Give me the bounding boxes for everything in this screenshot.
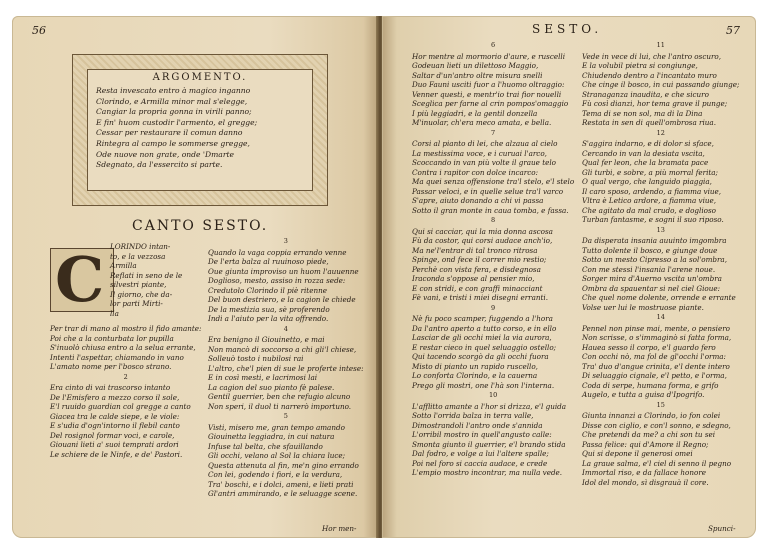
verse-line: Era cinto di vai trascorso intanto xyxy=(50,383,171,392)
verse-line: L'afflitto amante a l'hor si drizza, e'l guida xyxy=(412,401,567,411)
verse-line: Con me stessi l'insania l'arene noue. xyxy=(582,264,716,274)
verse-line: Del buon destriero, e la cagion le chiede xyxy=(208,295,356,304)
verse-line: Solleuò tosto i nubilosi rai xyxy=(208,354,304,363)
argument-line: Cessar per restaurare il comun danno xyxy=(96,128,243,138)
stanza-number: 8 xyxy=(491,216,496,224)
argument-line: Rintegra al campo le sommerse gregge, xyxy=(96,138,250,148)
catchword: Hor men- xyxy=(322,524,357,533)
verse-line: Passar veloci, e in quelle selue tra'l varco xyxy=(412,186,564,196)
verse-line: Idol del mondo, sì disgrauà il core. xyxy=(582,477,709,487)
verse-line: Qual fer leon, che la bramata pace xyxy=(582,158,709,167)
verse-line: Gli turbi, e sobre, a più morral ferita; xyxy=(582,167,718,177)
verse-line: S'aggira indarno, e di dolor si sface, xyxy=(582,139,714,148)
verse-line: Quando la vaga coppia errando venne xyxy=(208,247,347,257)
stanza-number: 10 xyxy=(488,391,498,399)
verse-line: lor parti Mirti- xyxy=(110,299,163,308)
verse-line: S'apre, aiuto donando a chi vi passa xyxy=(412,196,544,205)
verse-line: Prego gli mostri, one l'hà son l'interna. xyxy=(412,380,555,390)
verse-line: Volse uer lui le mostruose piante. xyxy=(582,302,704,312)
verse-line: Il caro sposo, ardendo, a fiamma viue, xyxy=(582,186,722,196)
verse-line: Ma ne'l'entrar di tal tronco ritrosa xyxy=(412,245,538,255)
verse-line: L'empio mostro incontrar, ma nulla vede. xyxy=(412,468,563,477)
verse-line: E con stridi, e con graffi minacciant xyxy=(412,283,543,293)
verse-line: Reflati in seno de le xyxy=(110,270,183,280)
argument-line: Ode nuove non grate, onde 'Dmarte xyxy=(96,149,235,159)
verse-line: De la mestizia sua, sè proferendo xyxy=(208,304,330,314)
verse-line: La mestissima voce, e i curuai l'arco, xyxy=(412,148,547,158)
stanzas-right-column xyxy=(208,236,364,499)
running-head: SESTO. xyxy=(532,22,603,36)
verse-line: Che quel nome dolente, orrende e errante xyxy=(582,293,736,302)
verse-line: Qui si depone il generosi omei xyxy=(582,449,693,458)
verse-line: Dal fodro, e volge a lui l'altere spalle; xyxy=(412,449,549,458)
verse-line: De l'erta balza al ruuinoso piede, xyxy=(208,257,329,266)
verse-line: Restata in sen di quell'ombrosa riua. xyxy=(582,118,716,127)
verse-line: Godeuan lieti un dilettoso Maggio, xyxy=(412,61,539,70)
stanza-number: 12 xyxy=(656,128,665,137)
verse-line: Non mancò di soccorso a chi gli'l chiese, xyxy=(208,344,357,354)
verse-line: Hor mentre al mormorio d'aure, e ruscelli xyxy=(412,51,566,61)
stanza-number: 9 xyxy=(491,303,496,312)
verse-line: Ma quei senza offensione tra'l stelo, e'l stelo xyxy=(412,177,575,186)
verse-line: E in così mesti, e lacrimosi lai xyxy=(208,373,318,382)
verse-line: Gli occhi, velano al Sol la chiara luce; xyxy=(208,451,346,460)
verse-line: Era benigno il Giouinetto, e mai xyxy=(208,335,325,344)
verse-line: Spinge, ond fece il correr mio restio; xyxy=(412,255,547,264)
right-page-left-column xyxy=(412,40,574,478)
verse-line: Lo conforta Clorindo, e la cauerna xyxy=(412,371,538,380)
verse-line: Sceglica per farne al crin pompos'omaggio xyxy=(412,99,569,108)
verse-line: Di seluaggio cignale, e'l petto, e l'orma, xyxy=(582,371,727,380)
verse-line: Non speri, il duol ti narrerò importuno. xyxy=(208,401,352,411)
verse-line: Stranaganza inaudita, e che sicuro xyxy=(582,89,709,99)
verse-line: Qui tacendo scorgò da gli occhi fuora xyxy=(412,352,549,361)
left-page xyxy=(12,16,378,538)
verse-line: De l'Emisfero a mezzo corso il sole, xyxy=(50,392,180,402)
verse-line: Giunta innanzi a Clorindo, io fon colei xyxy=(582,411,721,420)
verse-line: Fù così dianzi, hor tema grave il punge; xyxy=(582,99,728,108)
verse-line: E la volubil pietra si congiunge, xyxy=(582,61,698,70)
verse-line: Disse con ciglio, e con'l sonno, e sdegno, xyxy=(582,420,731,430)
verse-line: Gentil guerrier, ben che refugio alcuno xyxy=(208,392,351,401)
argument-line: Sdegnato, da l'essercito si parte. xyxy=(96,160,223,170)
argument-title: ARGOMENTO. xyxy=(152,72,248,83)
verse-line: Non scrisse, o s'immaginò si fatta forma, xyxy=(582,333,732,342)
verse-line: Gl'antri ammirando, e le seluagge scene. xyxy=(208,489,358,498)
verse-line: Le schiere de le Ninfe, e de' Pastori. xyxy=(50,449,183,459)
verse-line: Questa attenuta al fin, me'n gino errando xyxy=(208,460,359,470)
verse-line: Pennel non pinse mai, mente, o pensiero xyxy=(582,323,730,333)
argument-line: Clorindo, e Armilla minor mal s'elegge, xyxy=(96,96,248,106)
canto-title: CANTO SESTO. xyxy=(132,218,269,234)
verse-line: Credutolo Clorindo il piè ritenne xyxy=(208,285,327,295)
verse-line: lla xyxy=(110,308,119,318)
verse-line: Sotto un mesto Cipresso a la sol'ombra, xyxy=(582,255,727,264)
verse-line: Qui si cacciar, qui la mia donna ascosa xyxy=(412,226,553,236)
verse-line: Con lei, godendo i fiori, e la verdura, xyxy=(208,470,343,479)
argument-line: Cangiar la propria gonna in virili panno; xyxy=(96,107,252,117)
stanza-number: 4 xyxy=(283,324,288,333)
verse-line: Intenti l'aspettar, chiamando in vano xyxy=(50,352,184,362)
verse-line: E'l ruuido guardian col gregge a canto xyxy=(50,402,191,411)
verse-line: Lasciar de gli occhi miei la via aurora, xyxy=(412,333,552,342)
verse-line: Doglioso, mesto, assiso in rozza sede: xyxy=(208,276,346,285)
verse-line: M'inuolar, ch'era meco amata, e bella. xyxy=(412,118,552,127)
verse-line: Vede in vece di lui, che l'antro oscuro, xyxy=(582,51,722,61)
verse-line: Sotto l'orrida balza in terra valle, xyxy=(412,411,534,420)
verse-line: Che cinge il bosco, in cui passando giunge; xyxy=(582,80,740,89)
right-page-right-column xyxy=(582,40,739,487)
verse-line: Misto di pianto un rapido ruscello, xyxy=(412,361,538,371)
verse-line: Poi nel foro si caccia audace, e crede xyxy=(412,458,548,468)
verse-line: Da l'antro aperto a tutto corso, e in ello xyxy=(412,323,557,333)
verse-line: La cagion del suo pianto fè palese. xyxy=(208,382,335,392)
verse-line: Hauea sesso il corpo, e'l guardo fero xyxy=(582,342,716,352)
verse-line: E restar cieco in quel seluaggio ostello; xyxy=(412,342,557,352)
stanza-1-rest xyxy=(50,324,201,459)
verse-line: Duo Fauni usciti fuor a l'huomo oltraggio: xyxy=(412,80,565,89)
verse-line: Con occhi nò, ma fol de gl'occhi l'orma: xyxy=(582,352,726,361)
stanza-number: 6 xyxy=(491,41,496,49)
verse-line: Giouinetta leggiadra, in cui natura xyxy=(208,432,335,441)
verse-line: Passa felice: qui d'Amore il Regno; xyxy=(582,439,709,449)
verse-line: Cercando in van la desiata vscita, xyxy=(582,148,705,158)
verse-line: Per trar di mano al mostro il fido amante: xyxy=(50,324,202,333)
verse-line: Corsi al pianto di lei, che alzaua al cielo xyxy=(412,139,558,148)
stanza-number: 15 xyxy=(656,400,665,409)
verse-line: S'inuolò chiusa entro a la selua errante, xyxy=(50,343,196,352)
verse-line: Chiudendo dentro a l'incantato muro xyxy=(582,70,717,80)
stanza-number: 13 xyxy=(656,225,665,234)
argument-panel xyxy=(87,69,313,191)
verse-line: Vltra è Letico ardore, a fiamma viue, xyxy=(582,196,717,205)
verse-line: Scoccando in van più volte il graue telo xyxy=(412,158,556,167)
verse-line: Ombra da spauentar si nel ciel Gioue: xyxy=(582,283,721,293)
argument-line: E fin' huom custodir l'armento, el gregge; xyxy=(96,117,258,127)
verse-line: Nè fu poco scamper, fuggendo a l'hora xyxy=(412,314,553,323)
verse-line: Tra' boschi, e i dolci, ameni, e lieti prati xyxy=(208,479,354,489)
verse-line: Fù da costor, qui corsi audace anch'io, xyxy=(412,236,553,245)
verse-line: Venner questi, e mentr'io trai fior nouelli xyxy=(412,89,562,99)
verse-line: Iraconda s'oppose al pensier mio, xyxy=(412,274,535,283)
argument-verses xyxy=(96,86,257,171)
verse-line: Contra i rapitor con dolce incarco: xyxy=(412,167,538,177)
verse-line: Fè vani, e tristi i miei disegni erranti. xyxy=(412,293,548,302)
verse-line: Saltar d'un'antro oltre misura snelli xyxy=(412,70,543,80)
stanza-number: 2 xyxy=(123,372,128,381)
verse-line: Tutto dolente il bosco, e giunge doue xyxy=(582,245,718,255)
argument-ornamental-box xyxy=(72,54,328,206)
verse-line: Augelo, e tutta a guisa d'Ipogrifo. xyxy=(582,390,705,399)
verse-line: Del rosignol formar voci, e carole, xyxy=(50,430,175,440)
verse-line: L'altro, che'l pien di sue le proferte intese: xyxy=(208,363,364,373)
verse-line: Armilla xyxy=(110,261,137,270)
verse-line: Il giorno, che da- xyxy=(110,289,173,299)
open-book xyxy=(4,6,764,546)
verse-line: Oue giunta improviso un huom l'auuenne xyxy=(208,266,359,276)
verse-line: Infuse tal belta, che sfauillando xyxy=(208,441,323,451)
argument-line: Resta invescato entro à magico inganno xyxy=(96,86,251,95)
verse-line: to, e la vezzosa xyxy=(110,251,166,261)
verse-line: Giouani lieti a' suoi temprati ardori xyxy=(50,440,179,449)
verse-line: Poi che a la conturbata lor pupilla xyxy=(50,333,174,343)
verse-line: Tra' duo d'angue crinita, e'l dente intero xyxy=(582,361,730,371)
verse-line: L'orribil mostro in quell'angusto calle: xyxy=(412,430,552,439)
verse-line: Da disperata insania auuinto imgombra xyxy=(582,236,727,245)
stanza-number: 3 xyxy=(283,237,288,245)
stanza-number: 14 xyxy=(656,313,665,321)
verse-line: Che pretendi da me? a chi son tu sei xyxy=(582,430,716,439)
verse-line: La graue salma, e'l ciel di senno il pegno xyxy=(582,458,732,468)
stanza-number: 5 xyxy=(283,412,288,420)
right-page-number: 57 xyxy=(726,24,740,37)
verse-line: I più leggiadri, e la gentil donzella xyxy=(412,108,538,118)
stanza-number: 7 xyxy=(491,128,496,137)
verse-line: LORINDO intan- xyxy=(110,242,171,251)
stanza-1-beside-cap xyxy=(110,242,182,318)
dropcap-letter: C xyxy=(55,243,105,316)
verse-line: Turban fantasme, e sogni il suo riposo. xyxy=(582,215,724,224)
verse-line: Tema di se non sol, ma di la Dina xyxy=(582,108,703,118)
verse-line: E s'udia d'ogn'intorno il flebil canto xyxy=(50,421,180,430)
stanza-number: 11 xyxy=(656,41,665,49)
verse-line: O qual vergo, che languido piaggia, xyxy=(582,177,712,186)
verse-line: Giacea tra le calde siepe, e le viole: xyxy=(50,411,180,421)
verse-line: Visti, misero me, gran tempo amando xyxy=(208,422,345,432)
verse-line: silvestri piante, xyxy=(110,280,167,289)
verse-line: Perchè con vista fera, e disdegnosa xyxy=(412,264,541,274)
verse-line: Smonta giunto il guerrier, e'l brando stida xyxy=(412,439,566,449)
verse-line: Indi a l'aiuto per la vita offrendo. xyxy=(208,314,329,323)
right-page xyxy=(382,16,756,538)
left-page-number: 56 xyxy=(32,24,46,37)
verse-line: Che agitato da mal crudo, e doglioso xyxy=(582,205,716,215)
verse-line: L'amato nome per l'bosco strano. xyxy=(50,362,172,371)
verse-line: Sotto il gran monte in caua tomba, e fassa. xyxy=(412,205,569,215)
verse-line: Dimostrandoli l'antro onde s'annida xyxy=(412,420,543,430)
verse-line: Sorger mira d'Auerno vscita un'ombra xyxy=(582,274,722,283)
verse-line: Coda di serpe, humana forma, e grifo xyxy=(582,380,719,390)
verse-line: Immortal riso, e da fallace honore xyxy=(582,468,707,477)
catchword: Spunci- xyxy=(708,524,736,533)
illuminated-dropcap xyxy=(50,243,114,316)
